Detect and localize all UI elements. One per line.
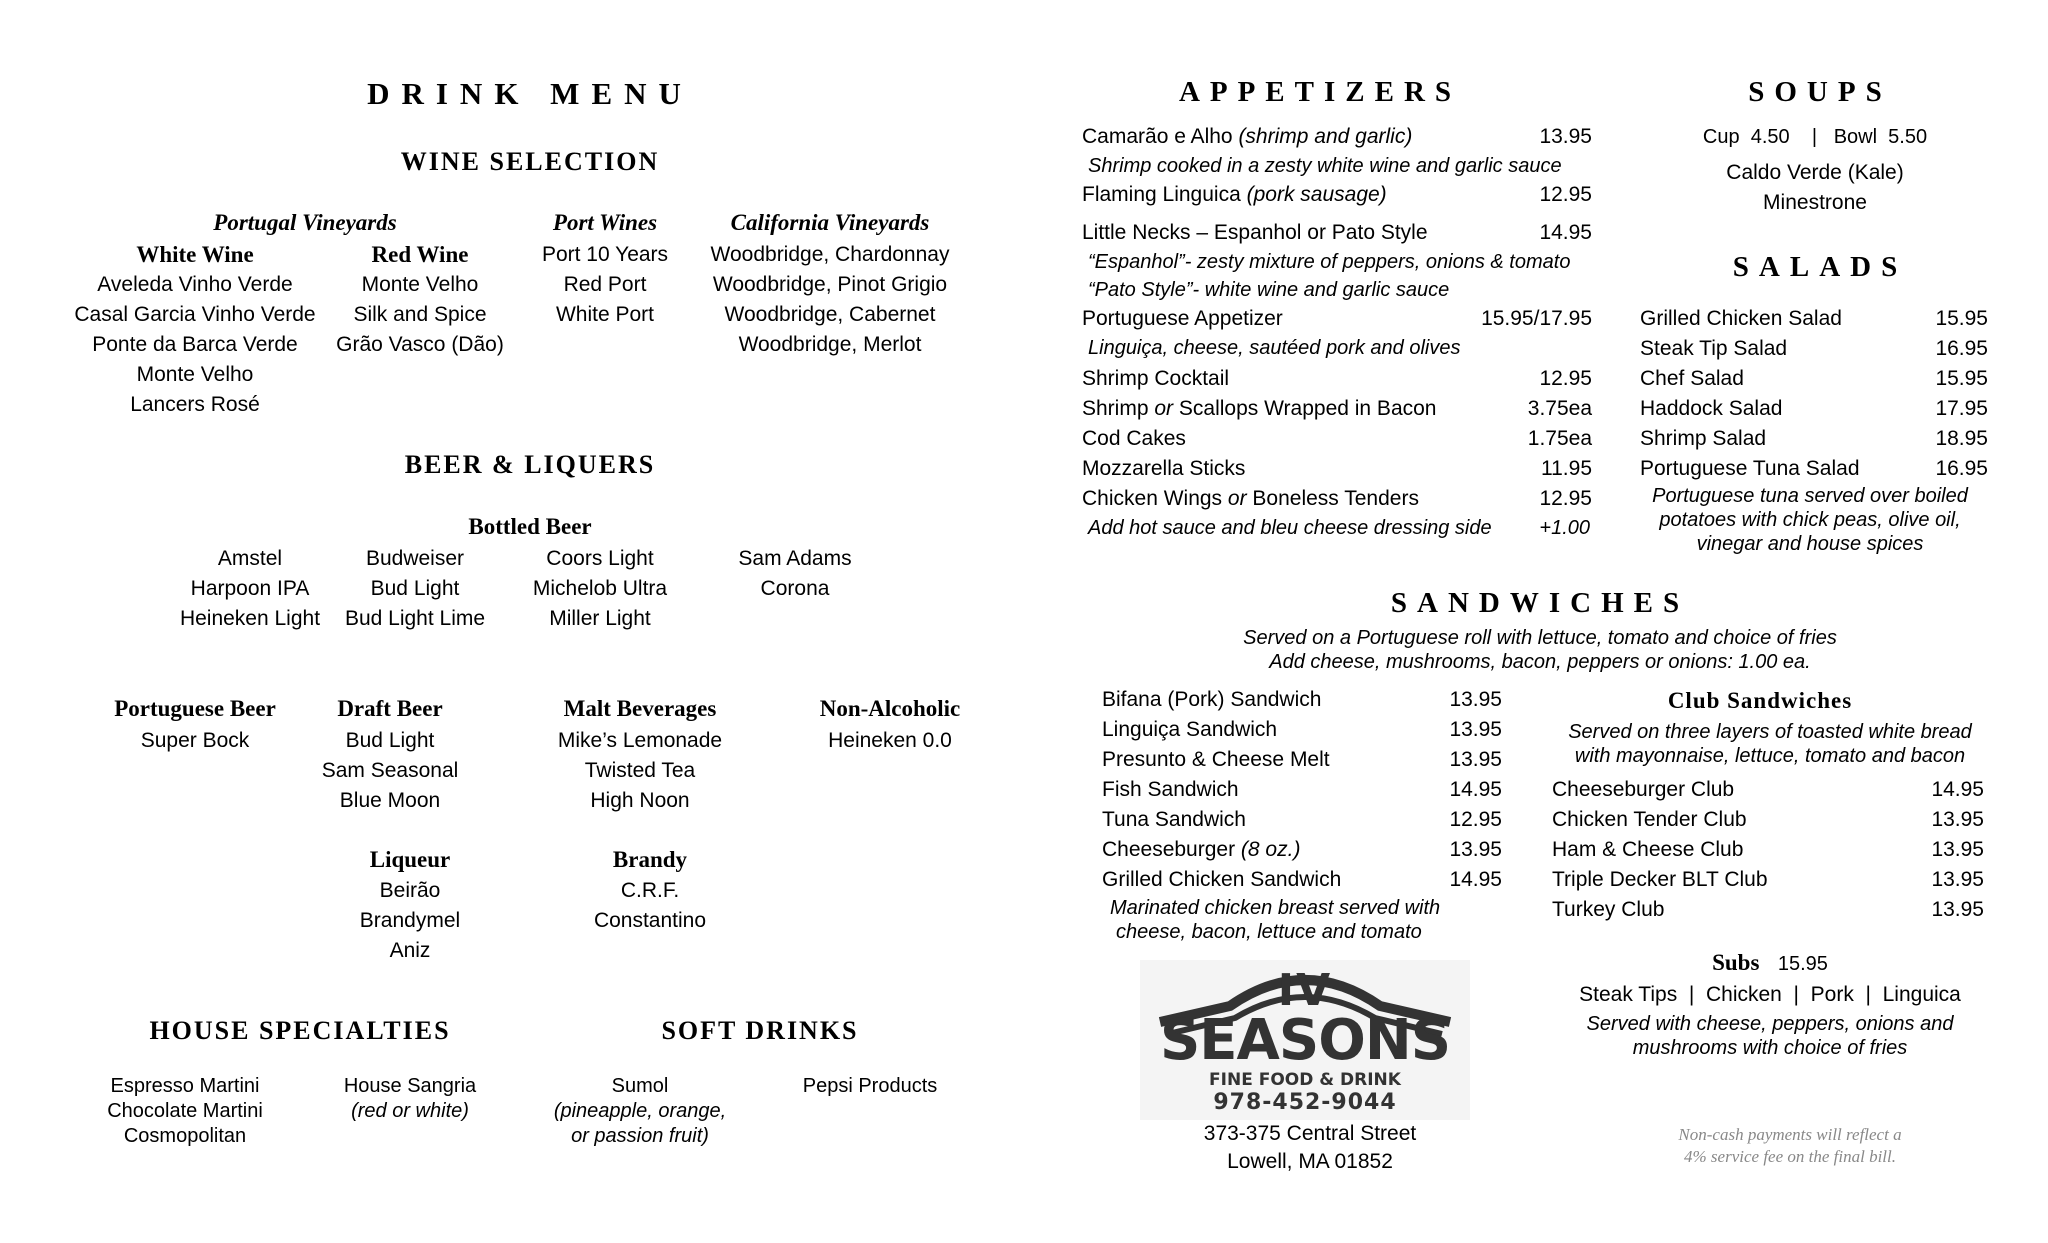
- house-sangria-note: (red or white): [351, 1100, 469, 1122]
- item-name: Tuna Sandwich: [1102, 808, 1246, 831]
- list-item: Woodbridge, Cabernet: [724, 303, 936, 326]
- menu-item-salad: [1640, 334, 1988, 364]
- sumol: [530, 1074, 750, 1149]
- list-item: High Noon: [590, 789, 690, 812]
- menu-item-sandwich: [1102, 775, 1502, 805]
- item-price: 14.95: [1449, 778, 1502, 801]
- subs-heading: Subs: [1712, 950, 1760, 975]
- liqueur-heading: Liqueur: [369, 847, 451, 872]
- list-item: Brandymel: [359, 909, 461, 932]
- bottled-beer-heading: Bottled Beer: [468, 514, 592, 539]
- salads-list: [1640, 304, 1988, 484]
- house-sangria-name: House Sangria: [343, 1075, 477, 1097]
- bottled-beer-col-4: [710, 544, 880, 604]
- item-name: Linguiça Sandwich: [1102, 718, 1278, 741]
- menu-item-grilled-chicken: [1102, 865, 1502, 895]
- item-name: Chicken Tender Club: [1552, 808, 1747, 831]
- list-item: Constantino: [593, 909, 707, 932]
- menu-item-salad: [1640, 304, 1988, 334]
- item-price: 13.95: [1449, 718, 1502, 741]
- menu-item-mozzarella-sticks: [1082, 454, 1592, 484]
- note-line: 4% service fee on the final bill.: [1684, 1147, 1896, 1166]
- list-item: Harpoon IPA: [190, 577, 310, 600]
- description-line: with mayonnaise, lettuce, tomato and bacon: [1574, 745, 1966, 767]
- soup-sizes: Cup 4.50 | Bowl 5.50: [1702, 126, 1928, 148]
- address: [1150, 1120, 1470, 1176]
- menu-item-club: [1552, 835, 1984, 865]
- list-item: Heineken Light: [179, 607, 321, 630]
- list-item: Corona: [760, 577, 830, 600]
- list-item: Woodbridge, Pinot Grigio: [712, 273, 948, 296]
- item-price: 14.95: [1931, 778, 1984, 801]
- list-item: Budweiser: [365, 547, 465, 570]
- item-name: Cod Cakes: [1082, 427, 1186, 450]
- item-note: (shrimp and garlic): [1238, 125, 1413, 148]
- menu-item-sandwich: [1102, 805, 1502, 835]
- salads-heading: SALADS: [1732, 251, 1908, 283]
- menu-item-camarao: [1082, 122, 1592, 152]
- item-price: 13.95: [1931, 808, 1984, 831]
- menu-item-sandwich: [1102, 745, 1502, 775]
- description-line: Marinated chicken breast served with: [1110, 897, 1441, 919]
- item-name: Scallops Wrapped in Bacon: [1173, 397, 1437, 420]
- item-price: 11.95: [1541, 457, 1592, 480]
- list-item: Port 10 Years: [541, 243, 669, 266]
- list-item: Grão Vasco (Dão): [336, 333, 504, 356]
- wine-selection-heading: WINE SELECTION: [400, 147, 660, 176]
- item-name: Flaming Linguica: [1082, 183, 1241, 206]
- item-price: 15.95: [1935, 307, 1988, 330]
- logo-name: SEASONS: [1159, 1008, 1451, 1073]
- menu-item-salad: [1640, 454, 1988, 484]
- red-wine-list: [310, 270, 530, 360]
- item-name: Mozzarella Sticks: [1082, 457, 1246, 480]
- portuguese-beer-list: [90, 726, 300, 756]
- item-name: Triple Decker BLT Club: [1552, 868, 1768, 891]
- item-price: 13.95: [1449, 688, 1502, 711]
- item-price: 14.95: [1539, 221, 1592, 244]
- list-item: Espresso Martini: [110, 1075, 260, 1097]
- list-item: Monte Velho: [361, 273, 479, 296]
- description-line: Served on three layers of toasted white bread: [1568, 721, 1972, 743]
- item-name: Grilled Chicken Salad: [1640, 307, 1842, 330]
- list-item: Silk and Spice: [353, 303, 487, 326]
- logo-phone: 978-452-9044: [1213, 1090, 1397, 1115]
- list-item: Ponte da Barca Verde: [92, 333, 298, 356]
- sumol-name: Sumol: [611, 1075, 669, 1097]
- list-item: Sam Seasonal: [321, 759, 459, 782]
- menu-item-club: [1552, 805, 1984, 835]
- bottled-beer-col-2: [330, 544, 500, 634]
- brandy-heading: Brandy: [612, 847, 688, 872]
- club-description: [1540, 720, 2000, 768]
- list-item: Super Bock: [140, 729, 250, 752]
- list-item: Michelob Ultra: [532, 577, 668, 600]
- description-line: Served with cheese, peppers, onions and: [1586, 1013, 1954, 1035]
- list-item: Caldo Verde (Kale): [1726, 161, 1904, 184]
- menu-item-shrimp-scallops: [1082, 394, 1592, 424]
- menu-item-salad: [1640, 394, 1988, 424]
- item-description: Add hot sauce and bleu cheese dressing side: [1088, 517, 1492, 539]
- item-price: 16.95: [1935, 337, 1988, 360]
- menu-item-little-necks: [1082, 218, 1592, 248]
- item-name: Grilled Chicken Sandwich: [1102, 868, 1342, 891]
- list-item: Bud Light Lime: [344, 607, 486, 630]
- logo-roman-numeral: IV: [1277, 965, 1333, 1016]
- item-name: Camarão e Alho: [1082, 125, 1233, 148]
- sandwiches-list: [1102, 685, 1502, 895]
- item-name: Little Necks – Espanhol or Pato Style: [1082, 221, 1428, 244]
- item-name: Shrimp Cocktail: [1082, 367, 1230, 390]
- item-price: 12.95: [1449, 808, 1502, 831]
- address-line-2: Lowell, MA 01852: [1227, 1150, 1393, 1173]
- item-or: or: [1154, 397, 1174, 420]
- red-wine-heading: Red Wine: [371, 242, 469, 267]
- list-item: Bud Light: [345, 729, 435, 752]
- list-item: Woodbridge, Merlot: [738, 333, 922, 356]
- soft-drinks-heading: SOFT DRINKS: [661, 1016, 859, 1045]
- sandwiches-note-1: Served on a Portuguese roll with lettuce, tomato and choice of fries: [1243, 627, 1837, 649]
- logo-tagline: FINE FOOD & DRINK: [1209, 1070, 1401, 1090]
- list-item: Cosmopolitan: [123, 1125, 247, 1147]
- list-item: Mike’s Lemonade: [557, 729, 723, 752]
- item-note: (8 oz.): [1240, 838, 1301, 861]
- list-item: C.R.F.: [620, 879, 680, 902]
- menu-item-club: [1552, 865, 1984, 895]
- description-line: potatoes with chick peas, olive oil,: [1659, 509, 1961, 531]
- pepsi-products: Pepsi Products: [802, 1075, 938, 1097]
- bottled-beer-col-1: [160, 544, 340, 634]
- menu-item-cheeseburger: [1102, 835, 1502, 865]
- subs-header: [1560, 950, 1980, 976]
- bottled-beer-col-3: [510, 544, 690, 634]
- draft-beer-heading: Draft Beer: [337, 696, 443, 721]
- california-wines-list: [690, 240, 970, 360]
- item-price: 13.95: [1931, 898, 1984, 921]
- item-note: (pork sausage): [1246, 183, 1387, 206]
- list-item: Woodbridge, Chardonnay: [710, 243, 950, 266]
- menu-item-club: [1552, 775, 1984, 805]
- sandwiches-note-2: Add cheese, mushrooms, bacon, peppers or onions: 1.00 ea.: [1269, 651, 1811, 673]
- item-or: or: [1227, 487, 1247, 510]
- white-wine-heading: White Wine: [136, 242, 254, 267]
- item-price: 13.95: [1449, 838, 1502, 861]
- item-price: 18.95: [1935, 427, 1988, 450]
- non-alcoholic-heading: Non-Alcoholic: [819, 696, 961, 721]
- menu-item-sandwich: [1102, 685, 1502, 715]
- liqueur-list: [320, 876, 500, 966]
- item-name: Steak Tip Salad: [1640, 337, 1788, 360]
- list-item: Blue Moon: [339, 789, 441, 812]
- drink-menu-title: DRINK MENU: [367, 76, 693, 111]
- item-name: Haddock Salad: [1640, 397, 1783, 420]
- item-price: 12.95: [1539, 367, 1592, 390]
- item-name: Portuguese Appetizer: [1082, 307, 1283, 330]
- item-price: 13.95: [1449, 748, 1502, 771]
- item-name: Chicken Wings: [1082, 487, 1228, 510]
- menu-item-cod-cakes: [1082, 424, 1592, 454]
- list-item: Twisted Tea: [584, 759, 696, 782]
- item-name: Ham & Cheese Club: [1552, 838, 1744, 861]
- item-price: 14.95: [1449, 868, 1502, 891]
- list-item: Casal Garcia Vinho Verde: [74, 303, 316, 326]
- seasons-logo: [1140, 960, 1470, 1120]
- list-item: Amstel: [217, 547, 283, 570]
- list-item: Chocolate Martini: [107, 1100, 263, 1122]
- port-wines-list: [520, 240, 690, 330]
- item-price: 3.75ea: [1527, 397, 1592, 420]
- list-item: Heineken 0.0: [828, 729, 952, 752]
- item-name: Portuguese Tuna Salad: [1640, 457, 1860, 480]
- item-name: Turkey Club: [1552, 898, 1665, 921]
- house-specialties-list: [80, 1074, 290, 1149]
- description-line: vinegar and house spices: [1696, 533, 1924, 555]
- port-wines-heading: Port Wines: [552, 210, 658, 235]
- club-sandwiches-heading: Club Sandwiches: [1667, 688, 1853, 713]
- menu-item-chicken-wings: [1082, 484, 1592, 514]
- menu-item-salad: [1640, 424, 1988, 454]
- list-item: Monte Velho: [136, 363, 254, 386]
- description-line: mushrooms with choice of fries: [1632, 1037, 1908, 1059]
- list-item: Bud Light: [370, 577, 460, 600]
- menu-item-flaming-linguica: [1082, 180, 1592, 210]
- subs-description: [1540, 1012, 2000, 1060]
- subs-options: Steak Tips | Chicken | Pork | Linguica: [1579, 983, 1961, 1006]
- soups-heading: SOUPS: [1748, 76, 1892, 108]
- brandy-list: [560, 876, 740, 936]
- item-name: Presunto & Cheese Melt: [1102, 748, 1330, 771]
- list-item: Beirão: [379, 879, 441, 902]
- item-price: 13.95: [1539, 125, 1592, 148]
- item-name: Shrimp Salad: [1640, 427, 1767, 450]
- description-line: Portuguese tuna served over boiled: [1652, 485, 1968, 507]
- item-name: Cheeseburger: [1102, 838, 1241, 861]
- malt-beverages-heading: Malt Beverages: [563, 696, 717, 721]
- item-description: Linguiça, cheese, sautéed pork and olives: [1088, 337, 1461, 359]
- list-item: Minestrone: [1763, 191, 1867, 214]
- list-item: Miller Light: [549, 607, 651, 630]
- item-price: 1.75ea: [1527, 427, 1592, 450]
- portuguese-beer-heading: Portuguese Beer: [114, 696, 276, 721]
- subs-price: 15.95: [1777, 953, 1828, 975]
- white-wine-list: [50, 270, 340, 420]
- item-name: Cheeseburger Club: [1552, 778, 1735, 801]
- item-price: 12.95: [1539, 183, 1592, 206]
- item-price: 17.95: [1935, 397, 1988, 420]
- beer-liquers-heading: BEER & LIQUERS: [404, 450, 656, 479]
- club-sandwiches-list: [1552, 775, 1984, 925]
- note-line: Non-cash payments will reflect a: [1678, 1125, 1902, 1144]
- menu-item-sandwich: [1102, 715, 1502, 745]
- sumol-note-1: (pineapple, orange,: [553, 1100, 727, 1122]
- house-specialties-heading: HOUSE SPECIALTIES: [149, 1016, 451, 1045]
- item-price: 13.95: [1931, 868, 1984, 891]
- list-item: Aveleda Vinho Verde: [97, 273, 293, 296]
- chicken-wings-addon: [1088, 516, 1590, 540]
- item-name: Shrimp: [1082, 397, 1155, 420]
- menu-item-club: [1552, 895, 1984, 925]
- list-item: White Port: [555, 303, 655, 326]
- menu-item-shrimp-cocktail: [1082, 364, 1592, 394]
- item-price: 13.95: [1931, 838, 1984, 861]
- item-description: “Pato Style”- white wine and garlic sauce: [1088, 279, 1450, 301]
- menu-item-portuguese-appetizer: [1082, 304, 1592, 334]
- item-price: 15.95: [1935, 367, 1988, 390]
- list-item: Red Port: [563, 273, 647, 296]
- item-price: 16.95: [1935, 457, 1988, 480]
- house-sangria: [320, 1074, 500, 1124]
- draft-beer-list: [300, 726, 480, 816]
- item-extra-price: +1.00: [1539, 517, 1590, 539]
- service-fee-note: [1600, 1124, 1980, 1168]
- soups-list: [1640, 158, 1990, 218]
- appetizers-heading: APPETIZERS: [1178, 76, 1462, 108]
- list-item: Coors Light: [546, 547, 654, 570]
- grilled-chicken-description: [1110, 896, 1530, 944]
- item-price: 12.95: [1539, 487, 1592, 510]
- list-item: Sam Adams: [738, 547, 852, 570]
- tuna-salad-description: [1640, 484, 1980, 556]
- description-line: cheese, bacon, lettuce and tomato: [1116, 921, 1422, 943]
- sumol-note-2: or passion fruit): [571, 1125, 709, 1147]
- item-description: “Espanhol”- zesty mixture of peppers, onions & tomato: [1088, 251, 1571, 273]
- item-name: Chef Salad: [1640, 367, 1744, 390]
- malt-beverages-list: [540, 726, 740, 816]
- item-name: Boneless Tenders: [1246, 487, 1419, 510]
- address-line-1: 373-375 Central Street: [1203, 1122, 1417, 1145]
- menu-item-salad: [1640, 364, 1988, 394]
- item-price: 15.95/17.95: [1481, 307, 1592, 330]
- list-item: Lancers Rosé: [130, 393, 260, 416]
- california-vineyards-heading: California Vineyards: [730, 210, 930, 235]
- item-description: Shrimp cooked in a zesty white wine and garlic sauce: [1088, 155, 1562, 177]
- item-name: Fish Sandwich: [1102, 778, 1239, 801]
- list-item: Aniz: [389, 939, 431, 962]
- portugal-vineyards-heading: Portugal Vineyards: [213, 210, 397, 235]
- item-name: Bifana (Pork) Sandwich: [1102, 688, 1322, 711]
- non-alcoholic-list: [790, 726, 990, 756]
- sandwiches-heading: SANDWICHES: [1390, 587, 1690, 619]
